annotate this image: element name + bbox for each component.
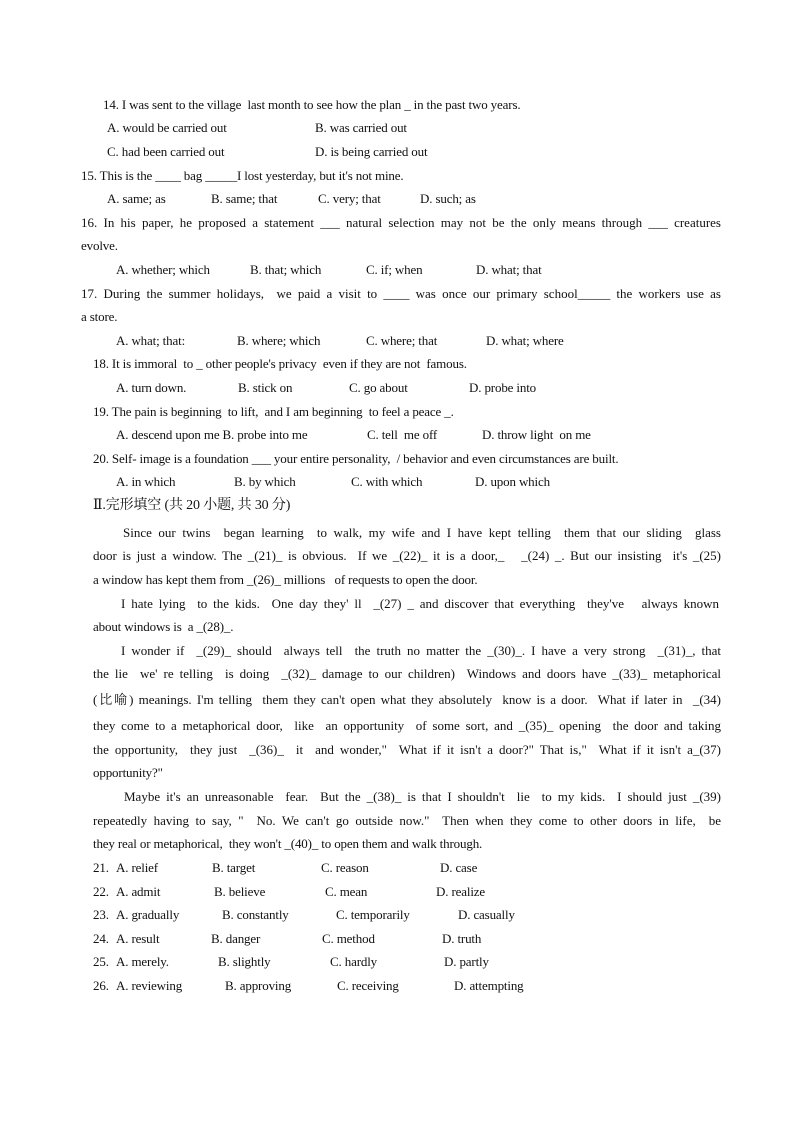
- cloze-26-option-a: A. reviewing: [116, 978, 183, 993]
- cloze-24-number: 24.: [93, 931, 109, 946]
- question-18-option-b: B. stick on: [238, 380, 293, 395]
- cloze-21-option-d: D. case: [440, 860, 478, 875]
- cloze-26-number: 26.: [93, 978, 109, 993]
- cloze-25-number: 25.: [93, 954, 109, 969]
- passage-line-4: I hate lying to the kids. One day they' ll _(27) _ and discover that everything they've always known: [121, 596, 719, 611]
- question-16-option-b: B. that; which: [250, 262, 322, 277]
- question-17-option-b: B. where; which: [237, 333, 321, 348]
- cloze-22-option-b: B. believe: [214, 884, 266, 899]
- question-20-option-c: C. with which: [351, 474, 423, 489]
- question-18-option-a: A. turn down.: [116, 380, 187, 395]
- question-15-option-a: A. same; as: [107, 191, 166, 206]
- question-16-stem-continued: evolve.: [81, 238, 118, 253]
- question-14-stem: 14. I was sent to the village last month to see how the plan _ in the past two years.: [103, 97, 521, 112]
- passage-line-5: about windows is a _(28)_.: [93, 619, 234, 634]
- question-19-option-ab: A. descend upon me B. probe into me: [116, 427, 308, 442]
- cloze-22-option-c: C. mean: [325, 884, 368, 899]
- question-18-stem: 18. It is immoral to _ other people's privacy even if they are not famous.: [93, 356, 467, 371]
- cloze-21-number: 21.: [93, 860, 109, 875]
- passage-line-14: they real or metaphorical, they won't _(40)_ to open them and walk through.: [93, 836, 483, 851]
- passage-line-1: Since our twins began learning to walk, my wife and I have kept telling them that our sliding glass: [123, 525, 721, 540]
- question-17-stem: 17. During the summer holidays, we paid a visit to ____ was once our primary school_____ the workers use as: [81, 286, 721, 301]
- cloze-24-option-d: D. truth: [442, 931, 482, 946]
- passage-line-2: door is just a window. The _(21)_ is obvious. If we _(22)_ it is a door,_ _(24) _. But our insisting it's _(25): [93, 548, 721, 563]
- cloze-25-option-d: D. partly: [444, 954, 489, 969]
- cloze-24-option-c: C. method: [322, 931, 375, 946]
- cloze-26-option-c: C. receiving: [337, 978, 399, 993]
- question-20-stem: 20. Self- image is a foundation ___ your entire personality, / behavior and even circumstances are built.: [93, 451, 619, 466]
- question-16-option-a: A. whether; which: [116, 262, 210, 277]
- cloze-25-option-c: C. hardly: [330, 954, 378, 969]
- cloze-23-option-c: C. temporarily: [336, 907, 410, 922]
- question-15-option-c: C. very; that: [318, 191, 381, 206]
- question-19-stem: 19. The pain is beginning to lift, and I am beginning to feel a peace _.: [93, 404, 454, 419]
- question-15-option-d: D. such; as: [420, 191, 476, 206]
- cloze-21-option-c: C. reason: [321, 860, 369, 875]
- question-14-option-b: B. was carried out: [315, 120, 407, 135]
- question-18-option-c: C. go about: [349, 380, 408, 395]
- question-19-option-d: D. throw light on me: [482, 427, 591, 442]
- cloze-23-number: 23.: [93, 907, 109, 922]
- question-17-stem-continued: a store.: [81, 309, 118, 324]
- question-14-option-a: A. would be carried out: [107, 120, 227, 135]
- cloze-26-option-b: B. approving: [225, 978, 292, 993]
- question-17-option-d: D. what; where: [486, 333, 564, 348]
- cloze-22-option-d: D. realize: [436, 884, 486, 899]
- cloze-24-option-a: A. result: [116, 931, 160, 946]
- question-15-option-b: B. same; that: [211, 191, 278, 206]
- cloze-23-option-b: B. constantly: [222, 907, 289, 922]
- passage-line-12: Maybe it's an unreasonable fear. But the _(38)_ is that I shouldn't lie to my kids. I should just _(39): [124, 789, 721, 804]
- cloze-23-option-a: A. gradually: [116, 907, 180, 922]
- passage-line-11: opportunity?": [93, 765, 163, 780]
- question-16-option-c: C. if; when: [366, 262, 423, 277]
- cloze-21-option-a: A. relief: [116, 860, 158, 875]
- cloze-22-option-a: A. admit: [116, 884, 161, 899]
- question-18-option-d: D. probe into: [469, 380, 537, 395]
- passage-line-8: (比喻) meanings. I'm telling them they can't open what they absolutely know is a door. What if later in _(34): [93, 692, 721, 707]
- question-14-option-d: D. is being carried out: [315, 144, 428, 159]
- section-2-title: Ⅱ.完形填空 (共 20 小题, 共 30 分): [93, 498, 291, 513]
- question-15-stem: 15. This is the ____ bag _____I lost yesterday, but it's not mine.: [81, 168, 404, 183]
- question-20-option-d: D. upon which: [475, 474, 550, 489]
- passage-line-6: I wonder if _(29)_ should always tell the truth no matter the _(30)_. I have a very strong _(31)_, that: [121, 643, 721, 658]
- question-16-option-d: D. what; that: [476, 262, 542, 277]
- cloze-23-option-d: D. casually: [458, 907, 515, 922]
- passage-line-7: the lie we' re telling is doing _(32)_ damage to our children) Windows and doors have _(33)_ metaphorical: [93, 666, 721, 681]
- question-16-stem: 16. In his paper, he proposed a statement ___ natural selection may not be the only means through ___ creatures: [81, 215, 721, 230]
- passage-line-10: the opportunity, they just _(36)_ it and wonder," What if it isn't a door?" That is," What if it isn't a_(37): [93, 742, 721, 757]
- passage-line-13: repeatedly having to say, " No. We can't go outside now." Then when they come to other doors in life, be: [93, 813, 721, 828]
- question-14-option-c: C. had been carried out: [107, 144, 225, 159]
- passage-line-3: a window has kept them from _(26)_ millions of requests to open the door.: [93, 572, 478, 587]
- question-17-option-a: A. what; that:: [116, 333, 186, 348]
- cloze-24-option-b: B. danger: [211, 931, 261, 946]
- question-17-option-c: C. where; that: [366, 333, 438, 348]
- cloze-25-option-b: B. slightly: [218, 954, 271, 969]
- cloze-21-option-b: B. target: [212, 860, 256, 875]
- passage-line-9: they come to a metaphorical door, like an opportunity of some sort, and _(35)_ opening the door and taking: [93, 718, 721, 733]
- question-20-option-a: A. in which: [116, 474, 176, 489]
- question-19-option-c: C. tell me off: [367, 427, 438, 442]
- cloze-26-option-d: D. attempting: [454, 978, 524, 993]
- cloze-25-option-a: A. merely.: [116, 954, 169, 969]
- cloze-22-number: 22.: [93, 884, 109, 899]
- question-20-option-b: B. by which: [234, 474, 296, 489]
